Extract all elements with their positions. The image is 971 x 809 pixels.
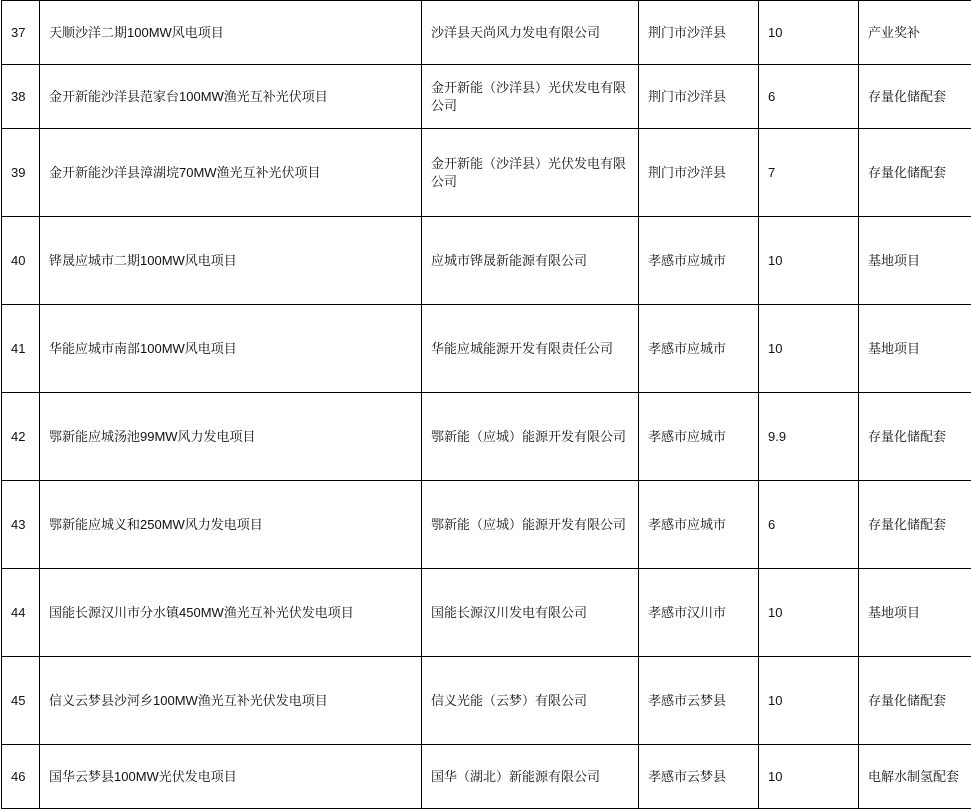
project-entity-cell: 华能应城能源开发有限责任公司 [422, 305, 639, 393]
project-name-cell: 金开新能沙洋县漳湖垸70MW渔光互补光伏项目 [40, 129, 422, 217]
project-type-cell: 基地项目 [859, 217, 971, 305]
project-entity-cell: 沙洋县天尚风力发电有限公司 [422, 1, 639, 65]
project-entity-cell: 鄂新能（应城）能源开发有限公司 [422, 481, 639, 569]
project-name-cell: 国华云梦县100MW光伏发电项目 [40, 745, 422, 809]
project-capacity-cell: 6 [759, 65, 859, 129]
project-region-cell: 孝感市汉川市 [639, 569, 759, 657]
project-entity-cell: 金开新能（沙洋县）光伏发电有限公司 [422, 65, 639, 129]
project-region-cell: 孝感市应城市 [639, 305, 759, 393]
row-index-cell: 40 [2, 217, 40, 305]
project-name-cell: 鄂新能应城汤池99MW风力发电项目 [40, 393, 422, 481]
project-region-cell: 孝感市云梦县 [639, 745, 759, 809]
project-name-cell: 信义云梦县沙河乡100MW渔光互补光伏发电项目 [40, 657, 422, 745]
project-capacity-cell: 10 [759, 657, 859, 745]
project-type-cell: 产业奖补 [859, 1, 971, 65]
project-entity-cell: 金开新能（沙洋县）光伏发电有限公司 [422, 129, 639, 217]
table-row [2, 129, 971, 217]
project-capacity-cell: 6 [759, 481, 859, 569]
row-index-cell: 39 [2, 129, 40, 217]
row-index-cell: 45 [2, 657, 40, 745]
project-name-cell: 铧晟应城市二期100MW风电项目 [40, 217, 422, 305]
project-region-cell: 孝感市云梦县 [639, 657, 759, 745]
project-name-cell: 金开新能沙洋县范家台100MW渔光互补光伏项目 [40, 65, 422, 129]
project-region-cell: 荆门市沙洋县 [639, 1, 759, 65]
table-row [2, 657, 971, 745]
project-region-cell: 荆门市沙洋县 [639, 65, 759, 129]
project-type-cell: 基地项目 [859, 305, 971, 393]
project-entity-cell: 鄂新能（应城）能源开发有限公司 [422, 393, 639, 481]
project-capacity-cell: 10 [759, 217, 859, 305]
project-region-cell: 孝感市应城市 [639, 393, 759, 481]
row-index-cell: 46 [2, 745, 40, 809]
row-index-cell: 37 [2, 1, 40, 65]
project-type-cell: 基地项目 [859, 569, 971, 657]
project-capacity-cell: 10 [759, 745, 859, 809]
row-index-cell: 44 [2, 569, 40, 657]
project-capacity-cell: 10 [759, 569, 859, 657]
project-name-cell: 华能应城市南部100MW风电项目 [40, 305, 422, 393]
project-entity-cell: 信义光能（云梦）有限公司 [422, 657, 639, 745]
table-row [2, 305, 971, 393]
project-name-cell: 鄂新能应城义和250MW风力发电项目 [40, 481, 422, 569]
project-region-cell: 荆门市沙洋县 [639, 129, 759, 217]
table-row [2, 65, 971, 129]
project-type-cell: 存量化储配套 [859, 481, 971, 569]
project-type-cell: 电解水制氢配套 [859, 745, 971, 809]
project-type-cell: 存量化储配套 [859, 129, 971, 217]
row-index-cell: 43 [2, 481, 40, 569]
project-capacity-cell: 10 [759, 305, 859, 393]
table-row [2, 1, 971, 65]
project-capacity-cell: 10 [759, 1, 859, 65]
project-entity-cell: 国华（湖北）新能源有限公司 [422, 745, 639, 809]
project-type-cell: 存量化储配套 [859, 65, 971, 129]
project-type-cell: 存量化储配套 [859, 657, 971, 745]
row-index-cell: 42 [2, 393, 40, 481]
table-row [2, 745, 971, 809]
table-row [2, 481, 971, 569]
project-list-table [1, 0, 971, 809]
project-region-cell: 孝感市应城市 [639, 481, 759, 569]
row-index-cell: 41 [2, 305, 40, 393]
table-row [2, 217, 971, 305]
row-index-cell: 38 [2, 65, 40, 129]
project-type-cell: 存量化储配套 [859, 393, 971, 481]
project-capacity-cell: 7 [759, 129, 859, 217]
project-capacity-cell: 9.9 [759, 393, 859, 481]
project-entity-cell: 国能长源汉川发电有限公司 [422, 569, 639, 657]
table-body [2, 1, 971, 809]
project-entity-cell: 应城市铧晟新能源有限公司 [422, 217, 639, 305]
project-region-cell: 孝感市应城市 [639, 217, 759, 305]
project-name-cell: 国能长源汉川市分水镇450MW渔光互补光伏发电项目 [40, 569, 422, 657]
project-name-cell: 天顺沙洋二期100MW风电项目 [40, 1, 422, 65]
table-row [2, 393, 971, 481]
table-row [2, 569, 971, 657]
